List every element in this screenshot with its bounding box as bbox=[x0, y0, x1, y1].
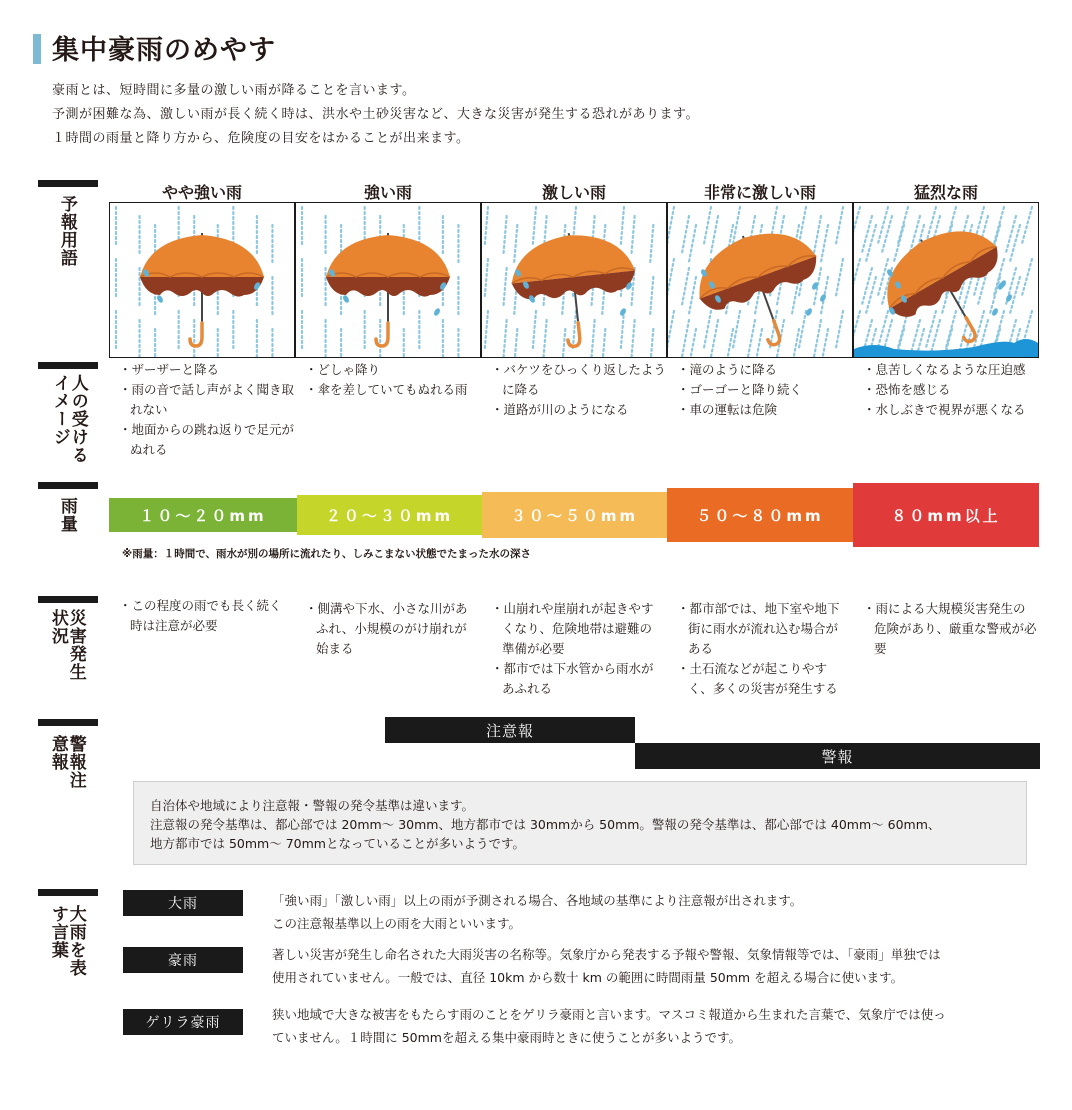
word-desc-gouu-line-1: 著しい災害が発生し命名された大雨災害の名称等。気象庁から発表する予報や警報、気象情報等では、「豪雨」単独では bbox=[272, 947, 941, 962]
word-desc-guerrilla bbox=[272, 1003, 1042, 1049]
impression-col-1 bbox=[119, 360, 295, 460]
word-label-ooame: 大雨 bbox=[123, 890, 243, 916]
section-label-words: 大雨を表す言葉 bbox=[47, 905, 86, 977]
impression-col-4 bbox=[677, 360, 853, 420]
panel-strong-rain bbox=[295, 202, 481, 358]
damage-col-2 bbox=[305, 599, 475, 659]
umbrella-very-heavy-rain-icon bbox=[668, 203, 852, 357]
panel-violent-rain bbox=[853, 202, 1039, 358]
warning-note-box bbox=[133, 781, 1027, 865]
impression-col-5 bbox=[863, 360, 1043, 420]
rain-scale-seg-4: ５０～８０mm bbox=[667, 488, 853, 542]
section-label-rainfall: 雨量 bbox=[56, 497, 77, 533]
list-item: ・息苦しくなるような圧迫感 bbox=[863, 362, 1026, 377]
advisory-bar: 注意報 bbox=[385, 717, 635, 743]
impression-col-3 bbox=[491, 360, 667, 420]
warning-note-line-2: 注意報の発令基準は、都心部では 20mm～ 30mm、地方都市では 30mmから 50mm。警報の発令基準は、都心部では 40mm～ 60mm、 bbox=[150, 817, 941, 832]
umbrella-violent-rain-icon bbox=[854, 203, 1038, 357]
list-item: ・都市では下水管から雨水があふれる bbox=[491, 661, 654, 696]
word-desc-gouu-line-2: 使用されていません。一般では、直径 10km から数十 km の範囲に時間雨量 50mm を超える場合に使います。 bbox=[272, 970, 904, 985]
list-item: ・バケツをひっくり返したように降る bbox=[491, 362, 666, 397]
umbrella-strong-rain-icon bbox=[296, 203, 480, 357]
damage-col-5 bbox=[863, 599, 1037, 659]
list-item: ・水しぶきで視界が悪くなる bbox=[863, 402, 1026, 417]
term-1: やや強い雨 bbox=[161, 183, 242, 202]
word-desc-guerrilla-line-1: 狭い地域で大きな被害をもたらす雨のことをゲリラ豪雨と言います。マスコミ報道から生まれた言葉で、気象庁では使っ bbox=[272, 1007, 946, 1022]
list-item: ・雨による大規模災害発生の危険があり、厳重な警戒が必要 bbox=[863, 601, 1037, 656]
intro-line-3: １時間の雨量と降り方から、危険度の目安をはかることが出来ます。 bbox=[52, 131, 470, 146]
term-3: 激しい雨 bbox=[541, 183, 606, 202]
term-4: 非常に激しい雨 bbox=[703, 183, 816, 202]
word-desc-ooame-line-2: この注意報基準以上の雨を大雨といいます。 bbox=[272, 916, 522, 931]
word-desc-ooame bbox=[272, 889, 1042, 935]
word-desc-guerrilla-line-2: ていません。１時間に 50mmを超える集中豪雨時ときに使うことが多いようです。 bbox=[272, 1030, 741, 1045]
rain-scale-seg-1: １０～２０mm bbox=[109, 498, 297, 532]
warning-note-line-3: 地方都市では 50mm～ 70mmとなっていることが多いようです。 bbox=[150, 836, 525, 851]
section-label-warning: 警報注意報 bbox=[47, 735, 86, 789]
intro-line-1: 豪雨とは、短時間に多量の激しい雨が降ることを言います。 bbox=[52, 83, 416, 98]
umbrella-light-rain-icon bbox=[110, 203, 294, 357]
rain-scale-seg-2: ２０～３０mm bbox=[297, 495, 482, 535]
term-2: 強い雨 bbox=[363, 183, 412, 202]
section-label-damage: 災害発生状況 bbox=[47, 609, 86, 681]
list-item: ・土石流などが起こりやすく、多くの災害が発生する bbox=[677, 661, 838, 696]
list-item: ・この程度の雨でも長く続く時は注意が必要 bbox=[119, 598, 282, 633]
list-item: ・山崩れや崖崩れが起きやすくなり、危険地帯は避難の準備が必要 bbox=[491, 601, 654, 656]
rain-scale-note: ※雨量：１時間で、雨水が別の場所に流れたり、しみこまない状態でたまった水の深さ bbox=[122, 548, 531, 560]
list-item: ・側溝や下水、小さな川があふれ、小規模のがけ崩れが始まる bbox=[305, 601, 468, 656]
list-item: ・どしゃ降り bbox=[305, 362, 381, 377]
section-rule-impression bbox=[38, 362, 98, 369]
page-title: 集中豪雨のめやす bbox=[52, 35, 276, 66]
damage-col-1 bbox=[119, 596, 289, 636]
term-5: 猛烈な雨 bbox=[913, 183, 978, 202]
list-item: ・車の運転は危険 bbox=[677, 402, 778, 417]
list-item: ・傘を差していてもぬれる雨 bbox=[305, 382, 468, 397]
rain-scale-seg-5: ８０mm以上 bbox=[853, 483, 1039, 547]
section-rule-rainfall bbox=[38, 482, 98, 489]
word-label-guerrilla: ゲリラ豪雨 bbox=[123, 1009, 243, 1035]
section-rule-forecast bbox=[38, 180, 98, 187]
list-item: ・道路が川のようになる bbox=[491, 402, 629, 417]
word-desc-gouu bbox=[272, 943, 1042, 989]
intro-line-2: 予測が困難な為、激しい雨が長く続く時は、洪水や土砂災害など、大きな災害が発生する恐れがあります。 bbox=[52, 107, 699, 122]
list-item: ・恐怖を感じる bbox=[863, 382, 951, 397]
warning-bar: 警報 bbox=[635, 743, 1040, 769]
damage-col-4 bbox=[677, 599, 847, 699]
rain-scale-seg-3: ３０～５０mm bbox=[482, 492, 667, 538]
section-rule-damage bbox=[38, 596, 98, 603]
list-item: ・滝のように降る bbox=[677, 362, 778, 377]
panel-light-rain bbox=[109, 202, 295, 358]
umbrella-heavy-rain-icon bbox=[482, 203, 666, 357]
word-label-gouu: 豪雨 bbox=[123, 947, 243, 973]
list-item: ・雨の音で話し声がよく聞き取れない bbox=[119, 382, 295, 417]
list-item: ・都市部では、地下室や地下街に雨水が流れ込む場合がある bbox=[677, 601, 840, 656]
section-rule-warning bbox=[38, 719, 98, 726]
panel-very-heavy-rain bbox=[667, 202, 853, 358]
warning-note-line-1: 自治体や地域により注意報・警報の発令基準は違います。 bbox=[150, 798, 475, 813]
panel-heavy-rain bbox=[481, 202, 667, 358]
impression-col-2 bbox=[305, 360, 481, 400]
damage-col-3 bbox=[491, 599, 661, 699]
section-label-forecast: 予報用語 bbox=[56, 195, 77, 267]
section-rule-words bbox=[38, 889, 98, 896]
section-label-impression: 人の受けるイメージ bbox=[49, 374, 88, 464]
list-item: ・地面からの跳ね返りで足元がぬれる bbox=[119, 422, 295, 457]
list-item: ・ゴーゴーと降り続く bbox=[677, 382, 803, 397]
word-desc-ooame-line-1: 「強い雨」「激しい雨」以上の雨が予測される場合、各地域の基準により注意報が出されます。 bbox=[272, 893, 803, 908]
list-item: ・ザーザーと降る bbox=[119, 362, 220, 377]
title-accent-bar bbox=[33, 34, 41, 64]
